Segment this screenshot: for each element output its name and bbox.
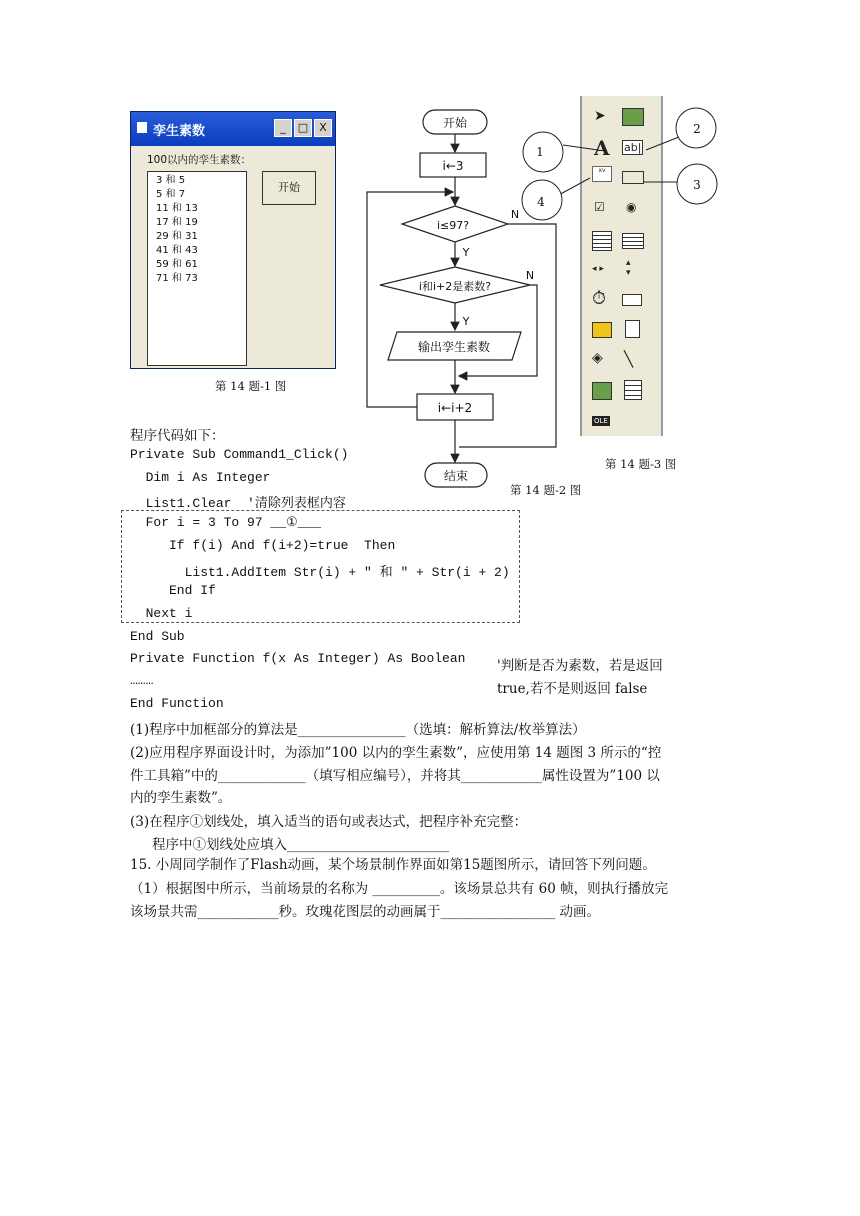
vscrollbar-icon[interactable]: ▴ ▾ bbox=[626, 258, 631, 278]
drivelistbox-icon[interactable] bbox=[622, 294, 642, 306]
question-2-line-2: 件工具箱”中的_____________（填写相应编号），并将其____________属性设置为”100 以 bbox=[130, 768, 660, 784]
code-line-4: For i = 3 To 97 __①___ bbox=[130, 515, 322, 530]
image-icon[interactable] bbox=[592, 382, 612, 400]
code-line-5: If f(i) And f(i+2)=true Then bbox=[130, 538, 396, 553]
flow-cond2-text: i和i+2是素数? bbox=[418, 280, 492, 293]
dirlistbox-icon[interactable] bbox=[592, 322, 612, 338]
flow-yes-2: Y bbox=[462, 315, 470, 328]
fig3-caption: 第 14 题-3 图 bbox=[605, 457, 677, 471]
combobox-icon[interactable] bbox=[592, 231, 612, 251]
list-item[interactable]: 59 和 61 bbox=[156, 259, 198, 270]
list-item[interactable]: 71 和 73 bbox=[156, 273, 198, 284]
checkbox-icon[interactable]: ☑ bbox=[594, 200, 605, 214]
code-line-8: Next i bbox=[130, 606, 193, 621]
filelistbox-icon[interactable] bbox=[625, 320, 640, 338]
minimize-button[interactable]: _ bbox=[274, 119, 292, 137]
hscrollbar-icon[interactable]: ◂ ▸ bbox=[592, 264, 604, 274]
flow-yes-1: Y bbox=[462, 246, 470, 259]
code-line-12: End Function bbox=[130, 696, 224, 711]
list-item[interactable]: 17 和 19 bbox=[156, 217, 198, 228]
list-item[interactable]: 29 和 31 bbox=[156, 231, 198, 242]
code-comment-2: true,若不是则返回 false bbox=[497, 681, 648, 697]
close-button[interactable]: X bbox=[314, 119, 332, 137]
question-15-line-3: 该场景共需____________秒。玫瑰花图层的动画属于_________________ 动画。 bbox=[130, 904, 601, 920]
question-2-line-3: 内的孪生素数”。 bbox=[130, 790, 232, 806]
list-item[interactable]: 11 和 13 bbox=[156, 203, 198, 214]
textbox-icon[interactable]: ab| bbox=[624, 141, 642, 154]
data-icon[interactable] bbox=[624, 380, 642, 400]
code-line-7: End If bbox=[130, 583, 216, 598]
flow-no-1: N bbox=[510, 208, 520, 221]
question-15-line-1: 15. 小周同学制作了Flash动画，某个场景制作界面如第15题图所示，请回答下列问题。 bbox=[130, 857, 656, 873]
list-item[interactable]: 41 和 43 bbox=[156, 245, 198, 256]
vb-form-window bbox=[130, 111, 336, 369]
timer-icon[interactable]: ⏱ bbox=[592, 288, 607, 309]
code-line-11: ……… bbox=[130, 673, 154, 688]
code-line-10: Private Function f(x As Integer) As Boolean bbox=[130, 651, 466, 666]
code-line-9: End Sub bbox=[130, 629, 185, 644]
fig1-caption: 第 14 题-1 图 bbox=[215, 379, 287, 393]
flow-output-text: 输出孪生素数 bbox=[417, 340, 491, 354]
ole-icon[interactable]: OLE bbox=[594, 417, 608, 425]
code-line-1: Private Sub Command1_Click() bbox=[130, 447, 349, 462]
question-15-line-2: （1）根据图中所示，当前场景的名称为 __________。该场景总共有 60 帧，则执行播放完 bbox=[130, 881, 669, 897]
flow-cond1-text: i≤97? bbox=[436, 219, 470, 232]
flow-inc-text: i←i+2 bbox=[437, 401, 473, 415]
start-button[interactable]: 开始 bbox=[262, 171, 316, 205]
label-icon[interactable]: A bbox=[594, 136, 610, 160]
flow-no-2: N bbox=[525, 269, 535, 282]
flow-init-text: i←3 bbox=[442, 159, 464, 173]
callout-3-label: 3 bbox=[693, 178, 701, 192]
form-icon bbox=[137, 122, 147, 133]
code-line-2: Dim i As Integer bbox=[130, 470, 271, 485]
toolbox-callouts bbox=[520, 95, 735, 225]
question-3-line-2: 程序中①划线处应填入________________________ bbox=[152, 837, 449, 853]
code-heading: 程序代码如下： bbox=[130, 428, 225, 444]
list-item[interactable]: 5 和 7 bbox=[156, 189, 186, 200]
list-item[interactable]: 3 和 5 bbox=[156, 175, 186, 186]
optionbutton-icon[interactable]: ◉ bbox=[626, 200, 637, 214]
question-1: (1)程序中加框部分的算法是________________（选填：解析算法/枚举算法） bbox=[130, 722, 586, 738]
vb-label: 100以内的孪生素数： bbox=[147, 154, 252, 166]
callout-1-label: 1 bbox=[536, 145, 544, 159]
pointer-icon[interactable]: ➤ bbox=[594, 108, 606, 124]
question-2-line-1: (2)应用程序界面设计时，为添加”100 以内的孪生素数”，应使用第 14 题图 3 所示的“控 bbox=[130, 745, 662, 761]
code-comment-1: '判断是否为素数，若是返回 bbox=[497, 658, 663, 674]
vb-title: 孪生素数 bbox=[153, 124, 206, 139]
fig2-caption: 第 14 题-2 图 bbox=[510, 483, 582, 497]
vb-listbox[interactable] bbox=[147, 171, 247, 366]
flow-start-text: 开始 bbox=[442, 116, 468, 130]
question-3-line-1: (3)在程序①划线处，填入适当的语句或表达式，把程序补充完整： bbox=[130, 814, 528, 830]
callout-2-label: 2 bbox=[693, 122, 701, 136]
line-icon[interactable]: ╲ bbox=[624, 350, 634, 368]
shape-icon[interactable]: ◈ bbox=[592, 350, 603, 366]
code-line-3: List1.Clear '清除列表框内容 bbox=[130, 496, 346, 511]
code-line-6: List1.AddItem Str(i) + " 和 " + Str(i + 2) bbox=[130, 565, 510, 580]
callout-4-label: 4 bbox=[537, 195, 545, 209]
flow-end-text: 结束 bbox=[443, 469, 469, 483]
vb-title-bar bbox=[131, 112, 335, 146]
frame-icon[interactable]: xv bbox=[592, 166, 612, 182]
listbox-icon[interactable] bbox=[622, 233, 644, 249]
maximize-button[interactable]: □ bbox=[294, 119, 312, 137]
